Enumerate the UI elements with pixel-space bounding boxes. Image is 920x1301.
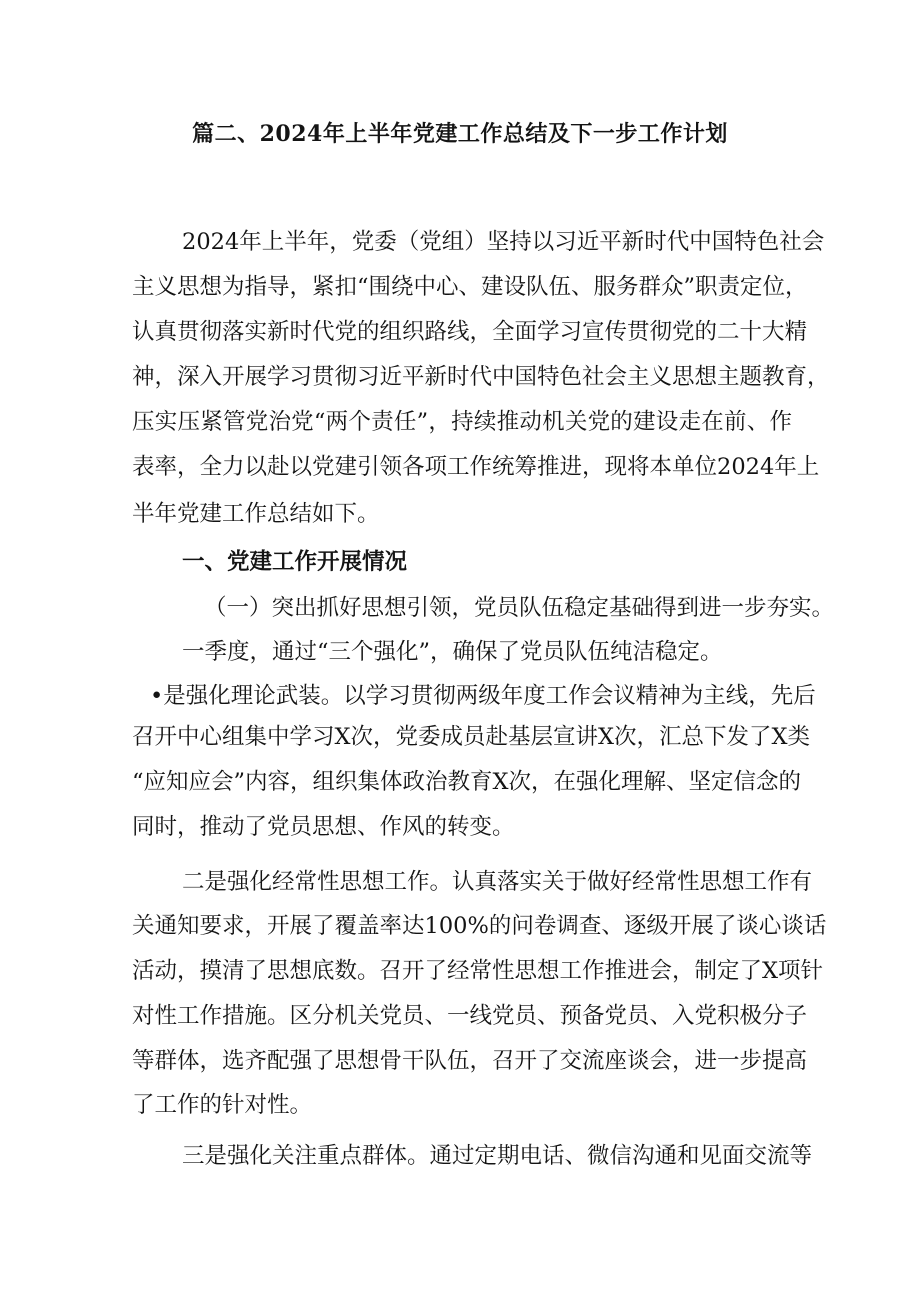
point-line: 对性工作措施。区分机关党员、一线党员、预备党员、入党积极分子 — [132, 1003, 808, 1029]
intro-line: 压实压紧管党治党“两个责任”，持续推动机关党的建设走在前、作 — [132, 409, 792, 435]
intro-line: 主义思想为指导，紧扣“围绕中心、建设队伍、服务群众”职责定位， — [132, 274, 808, 300]
intro-line: 神，深入开展学习贯彻习近平新时代中国特色社会主义思想主题教育， — [132, 364, 830, 390]
point-line: 同时，推动了党员思想、作风的转变。 — [132, 814, 515, 840]
point-line: 召开中心组集中学习X次，党委成员赴基层宣讲X次，汇总下发了X类 — [132, 724, 811, 750]
point-line: 二是强化经常性思想工作。认真落实关于做好经常性思想工作有 — [182, 869, 813, 895]
point-line: 关通知要求，开展了覆盖率达100%的问卷调查、逐级开展了谈心谈话 — [132, 913, 827, 939]
point-line: 活动，摸清了思想底数。召开了经常性思想工作推进会，制定了X项针 — [132, 958, 824, 984]
intro-line: 半年党建工作总结如下。 — [132, 501, 380, 527]
intro-line: 表率，全力以赴以党建引领各项工作统筹推进，现将本单位2024年上 — [132, 454, 820, 480]
subsection-lead: 一季度，通过“三个强化”，确保了党员队伍纯洁稳定。 — [182, 639, 723, 665]
point-line: “应知应会”内容，组织集体政治教育X次，在强化理解、坚定信念的 — [132, 769, 802, 795]
intro-line: 2024年上半年，党委（党组）坚持以习近平新时代中国特色社会 — [182, 229, 825, 255]
intro-line: 认真贯彻落实新时代党的组织路线，全面学习宣传贯彻党的二十大精 — [132, 319, 808, 345]
point-line: 等群体，选齐配强了思想骨干队伍，召开了交流座谈会，进一步提高 — [132, 1048, 808, 1074]
point-line: •是强化理论武装。以学习贯彻两级年度工作会议精神为主线，先后 — [150, 683, 816, 709]
subsection-heading: （一）突出抓好思想引领，党员队伍稳定基础得到进一步夯实。 — [204, 595, 835, 621]
section-heading: 一、党建工作开展情况 — [182, 549, 408, 575]
point-line: 了工作的针对性。 — [132, 1092, 313, 1118]
point-line: 三是强化关注重点群体。通过定期电话、微信沟通和见面交流等 — [182, 1143, 813, 1169]
document-title: 篇二、2024年上半年党建工作总结及下一步工作计划 — [192, 121, 728, 147]
